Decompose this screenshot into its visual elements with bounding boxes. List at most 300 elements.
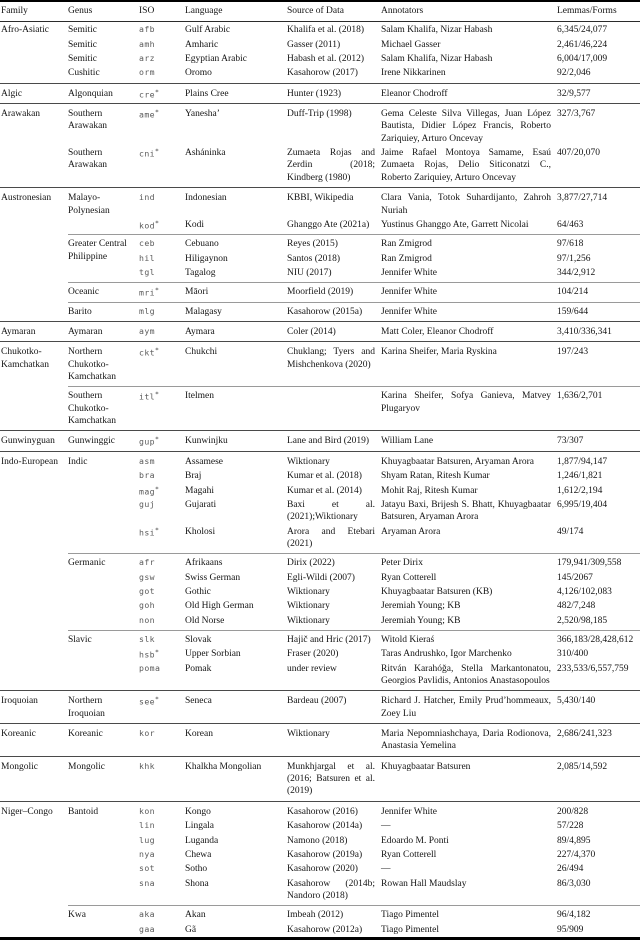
cell-iso-code <box>139 877 185 906</box>
table-row <box>0 188 640 218</box>
cell-annotators: Edoardo M. Ponti <box>381 835 449 846</box>
iso-code: mag <box>139 486 155 497</box>
cell-lemmas-forms: 366,183/28,428,612 <box>557 630 640 647</box>
column-header-family: Family <box>0 1 68 22</box>
cell-iso-code <box>139 724 185 757</box>
cell-lemmas-forms: 104/214 <box>557 283 640 302</box>
cell-language: Pomak <box>185 663 212 674</box>
iso-code: guj <box>139 498 155 509</box>
table-row <box>0 283 640 302</box>
cell-source-of-data: Santos (2018) <box>287 253 341 264</box>
star-marker: * <box>155 87 159 96</box>
cell-annotators: Michael Gasser <box>381 39 441 50</box>
cell-lemmas-forms: 179,941/309,558 <box>557 554 640 571</box>
cell-language: Cebuano <box>185 235 287 252</box>
cell-iso-code <box>139 819 185 833</box>
iso-code: itl <box>139 392 155 403</box>
cell-source-of-data: Wiktionary <box>287 601 330 612</box>
cell-annotators: Salam Khalifa, Nizar Habash <box>381 25 493 36</box>
column-header-language: Language <box>185 1 287 22</box>
cell-annotators: Ran Zmigrod <box>381 235 557 252</box>
cell-iso-code <box>139 647 185 661</box>
cell-source-of-data: Duff-Trip (1998) <box>287 104 381 147</box>
iso-code: lug <box>139 834 155 845</box>
cell-annotators: Maria Nepomniashchaya, Daria Rodionova, Anastasia Yemelina <box>381 724 557 757</box>
cell-source-of-data: Wiktionary <box>287 586 330 597</box>
cell-annotators: Jennifer White <box>381 283 557 302</box>
cell-annotators: Witold Kieraś <box>381 630 557 647</box>
cell-genus: Semitic <box>68 54 98 65</box>
cell-source-of-data: Kasahorow (2014a) <box>287 821 363 832</box>
cell-source-of-data: Munkhjargal et al. (2016; Batsuren et al. (2019) <box>287 756 381 801</box>
cell-language: Shona <box>185 878 209 889</box>
cell-family: Mongolic <box>0 756 68 801</box>
cell-annotators: Ran Zmigrod <box>381 253 432 264</box>
cell-iso-code <box>139 22 185 38</box>
cell-source-of-data: Kumar et al. (2018) <box>287 471 362 482</box>
iso-code: arz <box>139 53 155 64</box>
cell-genus: Southern Chukotko-Kamchatkan <box>68 387 139 431</box>
cell-lemmas-forms: 344/2,912 <box>557 267 596 278</box>
cell-lemmas-forms: 227/4,370 <box>557 849 596 860</box>
cell-language: Assamese <box>185 451 287 469</box>
cell-iso-code <box>139 146 185 188</box>
cell-iso-code <box>139 104 185 147</box>
iso-code: ind <box>139 192 155 203</box>
cell-iso-code <box>139 387 185 431</box>
cell-annotators: Ryan Cotterell <box>381 572 437 583</box>
cell-language: Hiligaynon <box>185 253 228 264</box>
star-marker: * <box>155 525 159 534</box>
cell-language: Gujarati <box>185 499 217 510</box>
iso-code: mlg <box>139 305 155 316</box>
cell-iso-code <box>139 848 185 862</box>
column-header-lemmas-forms: Lemmas/Forms <box>557 1 640 22</box>
table-row <box>0 235 640 252</box>
cell-annotators: Clara Vania, Totok Suhardijanto, Zahroh Nuriah <box>381 188 557 218</box>
cell-source-of-data: Egli-Wildi (2007) <box>287 572 355 583</box>
iso-code: kor <box>139 728 155 739</box>
column-header-annotators: Annotators <box>381 1 557 22</box>
iso-code: bra <box>139 470 155 481</box>
star-marker: * <box>155 648 159 657</box>
cell-language: Lingala <box>185 821 215 832</box>
iso-code: sna <box>139 877 155 888</box>
cell-family: Indo-European <box>0 451 68 691</box>
cell-genus: Barito <box>68 302 139 321</box>
cell-lemmas-forms: 4,126/102,083 <box>557 586 612 597</box>
table-row <box>0 52 640 66</box>
table-row <box>0 554 640 571</box>
iso-code: poma <box>139 662 161 673</box>
cell-annotators: Tiago Pimentel <box>381 924 439 935</box>
cell-family: Arawakan <box>0 104 68 188</box>
cell-language: Afrikaans <box>185 554 287 571</box>
cell-annotators: Gema Celeste Silva Villegas, Juan López Bautista, Didier López Francis, Roberto Zariquiey, Arturo Oncevay <box>381 104 557 147</box>
cell-iso-code <box>139 235 185 252</box>
cell-lemmas-forms: 159/644 <box>557 302 640 321</box>
cell-annotators: — <box>381 821 391 832</box>
cell-iso-code <box>139 83 185 103</box>
cell-source-of-data: Kasahorow (2012a) <box>287 924 363 935</box>
iso-code: hil <box>139 252 155 263</box>
table-row <box>0 756 640 801</box>
cell-lemmas-forms: 1,877/94,147 <box>557 451 640 469</box>
cell-source-of-data: Kasahorow (2020) <box>287 864 358 875</box>
cell-source-of-data: Khalifa et al. (2018) <box>287 25 365 36</box>
cell-source-of-data: Kasahorow (2017) <box>287 68 358 79</box>
iso-code: orm <box>139 67 155 78</box>
cell-genus: Southern Arawakan <box>68 104 139 147</box>
cell-source-of-data: KBBI, Wikipedia <box>287 188 381 218</box>
cell-source-of-data: Baxi et al. (2021);Wiktionary <box>287 499 375 523</box>
table-row <box>0 322 640 342</box>
cell-family: Afro-Asiatic <box>1 25 50 36</box>
column-header-source-of-data: Source of Data <box>287 1 381 22</box>
cell-language: Seneca <box>185 691 287 724</box>
cell-source-of-data: Lane and Bird (2019) <box>287 431 381 451</box>
cell-language: Kodi <box>185 219 204 230</box>
table-body <box>0 22 640 939</box>
cell-genus: Cushitic <box>68 68 100 79</box>
cell-genus: Mongolic <box>68 756 139 801</box>
cell-language: Chewa <box>185 849 212 860</box>
cell-language: Egyptian Arabic <box>185 54 247 65</box>
cell-lemmas-forms: 1,636/2,701 <box>557 387 640 431</box>
iso-code: aka <box>139 909 155 920</box>
cell-iso-code <box>139 662 185 691</box>
cell-lemmas-forms: 86/3,030 <box>557 878 591 889</box>
cell-lemmas-forms: 2,461/46,224 <box>557 39 608 50</box>
cell-iso-code <box>139 599 185 613</box>
cell-annotators: Eleanor Chodroff <box>381 83 557 103</box>
cell-source-of-data <box>287 387 381 431</box>
table-row <box>0 83 640 103</box>
cell-source-of-data: Arora and Etebari (2021) <box>287 526 375 549</box>
table-row <box>0 104 640 147</box>
cell-language: Old High German <box>185 601 254 612</box>
cell-iso-code <box>139 630 185 647</box>
cell-language: Old Norse <box>185 615 225 626</box>
iso-code: asm <box>139 455 155 466</box>
cell-iso-code <box>139 188 185 218</box>
table-row <box>0 630 640 647</box>
cell-language: Chukchi <box>185 342 287 387</box>
cell-lemmas-forms: 3,877/27,714 <box>557 188 640 218</box>
cell-annotators: Rowan Hall Maudslay <box>381 878 467 889</box>
star-marker: * <box>155 346 159 355</box>
cell-language: Luganda <box>185 835 219 846</box>
star-marker: * <box>155 390 159 399</box>
iso-code: non <box>139 614 155 625</box>
cell-language: Asháninka <box>185 148 226 159</box>
cell-lemmas-forms: 57/228 <box>557 821 584 832</box>
cell-source-of-data: Kasahorow (2015a) <box>287 302 381 321</box>
cell-iso-code <box>139 52 185 66</box>
cell-genus: Bantoid <box>68 801 139 905</box>
cell-language: Sotho <box>185 864 208 875</box>
cell-language: Korean <box>185 724 287 757</box>
iso-code: hsb <box>139 650 155 661</box>
cell-source-of-data: Gasser (2011) <box>287 39 341 50</box>
iso-code: gup <box>139 437 155 448</box>
iso-code: ckt <box>139 348 155 359</box>
cell-language: Akan <box>185 906 287 923</box>
cell-source-of-data: Zumaeta Rojas and Zerdin (2018; Kindberg (1980) <box>287 148 375 183</box>
cell-annotators: Khuyagbaatar Batsuren <box>381 756 557 801</box>
cell-lemmas-forms: 6,345/24,077 <box>557 25 608 36</box>
cell-iso-code <box>139 756 185 801</box>
cell-genus: Kwa <box>68 906 139 939</box>
table-row <box>0 906 640 923</box>
cell-source-of-data: Kumar et al. (2014) <box>287 485 362 496</box>
iso-code: kon <box>139 805 155 816</box>
cell-lemmas-forms: 200/828 <box>557 801 640 819</box>
table-row <box>0 724 640 757</box>
cell-lemmas-forms: 95/909 <box>557 924 584 935</box>
cell-family: Niger–Congo <box>0 801 68 938</box>
cell-family: Gunwinyguan <box>0 431 68 451</box>
cell-language: Magahi <box>185 485 215 496</box>
cell-annotators: Jennifer White <box>381 801 557 819</box>
cell-iso-code <box>139 66 185 83</box>
cell-lemmas-forms: 3,410/336,341 <box>557 322 640 342</box>
cell-source-of-data: Dirix (2022) <box>287 554 381 571</box>
iso-code: tgl <box>139 266 155 277</box>
cell-annotators: Yustinus Ghanggo Ate, Garrett Nicolai <box>381 219 529 230</box>
iso-code: ame <box>139 109 155 120</box>
cell-lemmas-forms: 97/618 <box>557 235 640 252</box>
cell-language: Khalkha Mongolian <box>185 756 287 801</box>
cell-iso-code <box>139 585 185 599</box>
cell-genus: Semitic <box>68 25 98 36</box>
cell-annotators: Shyam Ratan, Ritesh Kumar <box>381 471 490 482</box>
cell-genus: Semitic <box>68 39 98 50</box>
cell-lemmas-forms: 145/2067 <box>557 572 593 583</box>
cell-source-of-data: Reyes (2015) <box>287 235 381 252</box>
cell-iso-code <box>139 302 185 321</box>
cell-source-of-data: Bardeau (2007) <box>287 691 381 724</box>
cell-language: Kholosi <box>185 526 216 537</box>
cell-annotators: Jennifer White <box>381 302 557 321</box>
cell-lemmas-forms: 233,533/6,557,759 <box>557 663 629 674</box>
cell-genus: Indic <box>68 451 139 553</box>
cell-iso-code <box>139 554 185 571</box>
cell-source-of-data: Wiktionary <box>287 615 330 626</box>
cell-family: Chukotko-Kamchatkan <box>0 342 68 431</box>
star-marker: * <box>155 147 159 156</box>
cell-lemmas-forms: 64/463 <box>557 219 584 230</box>
cell-lemmas-forms: 32/9,577 <box>557 83 640 103</box>
cell-iso-code <box>139 498 185 525</box>
cell-iso-code <box>139 431 185 451</box>
table-row <box>0 66 640 83</box>
cell-source-of-data: Namono (2018) <box>287 835 348 846</box>
cell-lemmas-forms: 92/2,046 <box>557 68 591 79</box>
table-header <box>0 1 640 22</box>
cell-iso-code <box>139 923 185 939</box>
cell-annotators: Peter Dirix <box>381 554 557 571</box>
column-header-genus: Genus <box>68 1 139 22</box>
table-row <box>0 146 640 188</box>
cell-lemmas-forms: 96/4,182 <box>557 906 640 923</box>
cell-annotators: Ritván Karahóğa, Stella Markantonatou, Georgios Pavlidis, Antonios Anastasopoulos <box>381 663 551 687</box>
cell-genus: Germanic <box>68 554 139 631</box>
cell-source-of-data: Kasahorow (2016) <box>287 801 381 819</box>
cell-source-of-data: Hunter (1923) <box>287 83 381 103</box>
cell-language: Itelmen <box>185 387 287 431</box>
cell-family: Austronesian <box>0 188 68 322</box>
table-row <box>0 38 640 52</box>
star-marker: * <box>155 286 159 295</box>
iso-code: lin <box>139 820 155 831</box>
iso-code: khk <box>139 760 155 771</box>
cell-source-of-data: Hajič and Hric (2017) <box>287 630 381 647</box>
cell-annotators: Mohit Raj, Ritesh Kumar <box>381 485 478 496</box>
cell-source-of-data: Ghanggo Ate (2021a) <box>287 219 370 230</box>
cell-annotators: William Lane <box>381 431 557 451</box>
cell-genus: Slavic <box>68 630 139 690</box>
cell-annotators: Salam Khalifa, Nizar Habash <box>381 54 493 65</box>
cell-lemmas-forms: 5,430/140 <box>557 691 640 724</box>
cell-iso-code <box>139 614 185 631</box>
cell-lemmas-forms: 310/400 <box>557 649 589 660</box>
cell-lemmas-forms: 6,004/17,009 <box>557 54 608 65</box>
cell-annotators: Jaime Rafael Montoya Samame, Esaú Zumaeta Rojas, Delio Siticonatzi C., Roberto Zariquiey, Arturo Oncevay <box>381 148 551 183</box>
cell-source-of-data: Habash et al. (2012) <box>287 54 365 65</box>
cell-language: Kongo <box>185 801 287 819</box>
cell-language: Gã <box>185 924 197 935</box>
cell-genus: Algonquian <box>68 83 139 103</box>
cell-iso-code <box>139 484 185 498</box>
iso-code: afb <box>139 24 155 35</box>
cell-family: Iroquoian <box>0 691 68 724</box>
cell-genus: Southern Arawakan <box>68 148 108 171</box>
cell-language: Swiss German <box>185 572 241 583</box>
iso-code: see <box>139 697 155 708</box>
star-marker: * <box>155 695 159 704</box>
cell-iso-code <box>139 469 185 483</box>
cell-language: Upper Sorbian <box>185 649 241 660</box>
table-row <box>0 451 640 469</box>
cell-genus: Oceanic <box>68 283 139 302</box>
cell-annotators: Jatayu Baxi, Brijesh S. Bhatt, Khuyagbaatar Batsuren, Aryaman Arora <box>381 499 551 523</box>
cell-lemmas-forms: 6,995/19,404 <box>557 499 608 510</box>
cell-annotators: Irene Nikkarinen <box>381 68 446 79</box>
star-marker: * <box>155 108 159 117</box>
cell-lemmas-forms: 26/494 <box>557 864 584 875</box>
cell-source-of-data: Kasahorow (2014b; Nandoro (2018) <box>287 878 375 901</box>
cell-language: Malagasy <box>185 302 287 321</box>
cell-annotators: Ryan Cotterell <box>381 849 437 860</box>
cell-iso-code <box>139 252 185 266</box>
cell-language: Yanesha’ <box>185 104 287 147</box>
cell-iso-code <box>139 218 185 235</box>
cell-annotators: Richard J. Hatcher, Emily Prud’hommeaux, Zoey Liu <box>381 691 557 724</box>
iso-code: ceb <box>139 238 155 249</box>
cell-lemmas-forms: 1,612/2,194 <box>557 485 603 496</box>
column-header-iso: ISO <box>139 1 185 22</box>
table-row <box>0 801 640 819</box>
iso-code: hsi <box>139 527 155 538</box>
iso-code: gaa <box>139 923 155 934</box>
cell-annotators: Jeremiah Young; KB <box>381 601 461 612</box>
cell-source-of-data: Fraser (2020) <box>287 649 339 660</box>
cell-source-of-data: Wiktionary <box>287 451 381 469</box>
cell-language: Amharic <box>185 39 219 50</box>
cell-language: Māori <box>185 283 287 302</box>
cell-iso-code <box>139 322 185 342</box>
cell-lemmas-forms: 73/307 <box>557 431 640 451</box>
cell-iso-code <box>139 38 185 52</box>
cell-iso-code <box>139 862 185 876</box>
cell-language: Tagalog <box>185 267 216 278</box>
cell-lemmas-forms: 97/1,256 <box>557 253 591 264</box>
table-row <box>0 342 640 387</box>
cell-family: Koreanic <box>0 724 68 757</box>
cell-genus: Northern Iroquoian <box>68 691 139 724</box>
cell-annotators: Khuyagbaatar Batsuren (KB) <box>381 586 493 597</box>
cell-iso-code <box>139 834 185 848</box>
cell-genus: Koreanic <box>68 724 139 757</box>
iso-code: amh <box>139 38 155 49</box>
cell-language: Slovak <box>185 630 287 647</box>
cell-language: Aymara <box>185 322 287 342</box>
cell-source-of-data: Coler (2014) <box>287 322 381 342</box>
cell-lemmas-forms: 1,246/1,821 <box>557 471 603 482</box>
table-row <box>0 22 640 38</box>
iso-code: aym <box>139 326 155 337</box>
iso-code: kod <box>139 220 155 231</box>
header-row <box>0 1 640 22</box>
cell-source-of-data: Kasahorow (2019a) <box>287 849 363 860</box>
star-marker: * <box>155 435 159 444</box>
cell-annotators: — <box>381 864 391 875</box>
cell-annotators: Karina Sheifer, Sofya Ganieva, Matvey Plugaryov <box>381 387 557 431</box>
cell-family: Aymaran <box>0 322 68 342</box>
cell-source-of-data: Imbeah (2012) <box>287 906 381 923</box>
cell-genus: Gunwinggic <box>68 431 139 451</box>
cell-annotators: Jennifer White <box>381 267 438 278</box>
cell-source-of-data: Wiktionary <box>287 724 381 757</box>
cell-genus: Malayo-Polynesian <box>68 188 139 235</box>
cell-genus: Aymaran <box>68 322 139 342</box>
cell-language: Indonesian <box>185 188 287 218</box>
cell-language: Plains Cree <box>185 83 287 103</box>
cell-source-of-data: Moorfield (2019) <box>287 283 381 302</box>
iso-code: mri <box>139 288 155 299</box>
cell-iso-code <box>139 283 185 302</box>
cell-iso-code <box>139 801 185 819</box>
iso-code: nya <box>139 848 155 859</box>
cell-annotators: Karina Sheifer, Maria Ryskina <box>381 342 557 387</box>
iso-code: sot <box>139 863 155 874</box>
cell-source-of-data: Chuklang; Tyers and Mishchenkova (2020) <box>287 342 381 387</box>
table-row <box>0 431 640 451</box>
iso-code: slk <box>139 633 155 644</box>
table-row <box>0 387 640 431</box>
iso-code: cni <box>139 148 155 159</box>
iso-code: gsw <box>139 571 155 582</box>
star-marker: * <box>155 484 159 493</box>
cell-lemmas-forms: 89/4,895 <box>557 835 591 846</box>
cell-lemmas-forms: 407/20,070 <box>557 148 601 159</box>
cell-language: Kunwinjku <box>185 431 287 451</box>
iso-code: got <box>139 585 155 596</box>
cell-family: Algic <box>0 83 68 103</box>
cell-lemmas-forms: 327/3,767 <box>557 104 640 147</box>
cell-annotators: Tiago Pimentel <box>381 906 557 923</box>
